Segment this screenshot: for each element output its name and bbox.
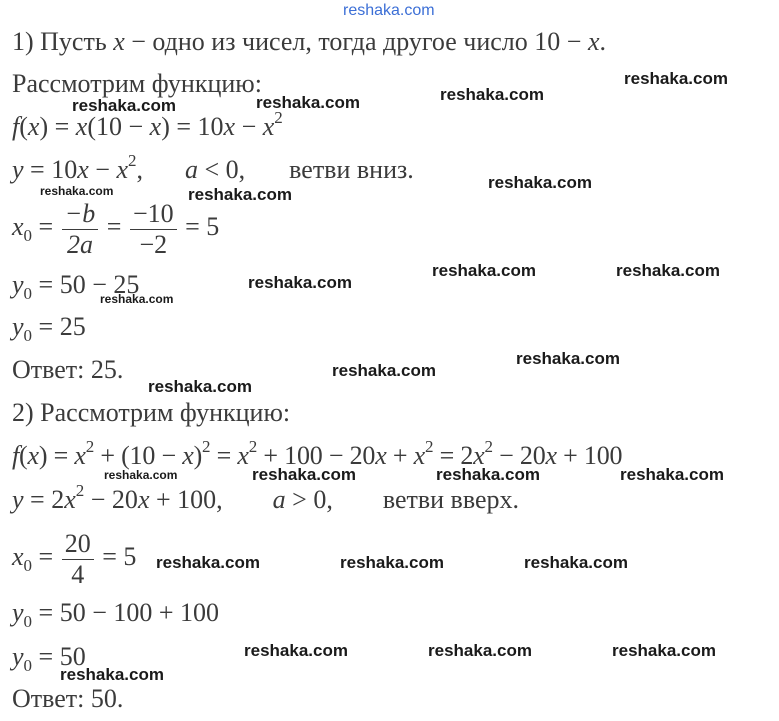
- watermark: reshaka.com: [516, 349, 620, 368]
- part2-vertex-y-result: $y_0 = 50$: [12, 642, 86, 675]
- part2-function-definition: $f(x) = x^2 + (10 - x)^2 = x^2 + 100 - 20x + x^2 = 2x^2 - 20x + 100$: [12, 437, 623, 470]
- watermark: reshaka.com: [148, 377, 252, 396]
- watermark: reshaka.com: [188, 185, 292, 204]
- watermark: reshaka.com: [40, 184, 114, 198]
- part1-answer: Ответ: 25.: [12, 355, 124, 384]
- watermark: reshaka.com: [60, 665, 164, 684]
- watermark: reshaka.com: [72, 96, 176, 115]
- part2-consider: 2) Рассмотрим функцию:: [12, 398, 291, 427]
- part2-answer: Ответ: 50.: [12, 684, 124, 713]
- part2-vertex-y-calc: $y_0 = 50 - 100 + 100$: [12, 598, 220, 631]
- watermark: reshaka.com: [256, 93, 360, 112]
- part1-vertex-y-calc: $y_0 = 50 - 25$: [12, 270, 140, 303]
- fraction: $\frac{-b}{2a}$: [62, 199, 99, 260]
- watermark: reshaka.com: [340, 553, 444, 572]
- watermark: reshaka.com: [524, 553, 628, 572]
- watermark: reshaka.com: [620, 465, 724, 484]
- watermark: reshaka.com: [252, 465, 356, 484]
- watermark: reshaka.com: [432, 261, 536, 280]
- part1-vertex-y-result: $y_0 = 25$: [12, 312, 86, 345]
- part2-quadratic-line: $y = 2x^2 - 20x + 100$, a > 0, ветви вверх.: [12, 481, 519, 514]
- fraction: $\frac{-10}{-2}$: [130, 199, 177, 260]
- watermark: reshaka.com: [624, 69, 728, 88]
- watermark: reshaka.com: [156, 553, 260, 572]
- part1-quadratic-line: $y = 10x - x^2$, a < 0, ветви вниз.: [12, 151, 414, 184]
- watermark: reshaka.com: [436, 465, 540, 484]
- part1-function-definition: $f(x) = x(10 - x) = 10x - x^2$: [12, 108, 283, 141]
- watermark: reshaka.com: [100, 292, 174, 306]
- part1-vertex-x: $x_0$ = $\frac{-b}{2a}$ = $\frac{-10}{-2}$ = 5: [12, 198, 220, 259]
- part2-vertex-x: $x_0$ = $\frac{20}{4}$ = 5: [12, 528, 137, 589]
- watermark: reshaka.com: [104, 468, 178, 482]
- watermark: reshaka.com: [244, 641, 348, 660]
- watermark: reshaka.com: [428, 641, 532, 660]
- watermark: reshaka.com: [616, 261, 720, 280]
- part1-consider: Рассмотрим функцию:: [12, 69, 262, 98]
- watermark: reshaka.com: [440, 85, 544, 104]
- watermark: reshaka.com: [332, 361, 436, 380]
- header-watermark: reshaka.com: [343, 2, 435, 19]
- fraction: $\frac{20}{4}$: [62, 529, 94, 590]
- watermark: reshaka.com: [248, 273, 352, 292]
- part1-intro: 1) Пусть x − одно из чисел, тогда другое число 10 − x.: [12, 27, 606, 56]
- watermark: reshaka.com: [488, 173, 592, 192]
- watermark: reshaka.com: [612, 641, 716, 660]
